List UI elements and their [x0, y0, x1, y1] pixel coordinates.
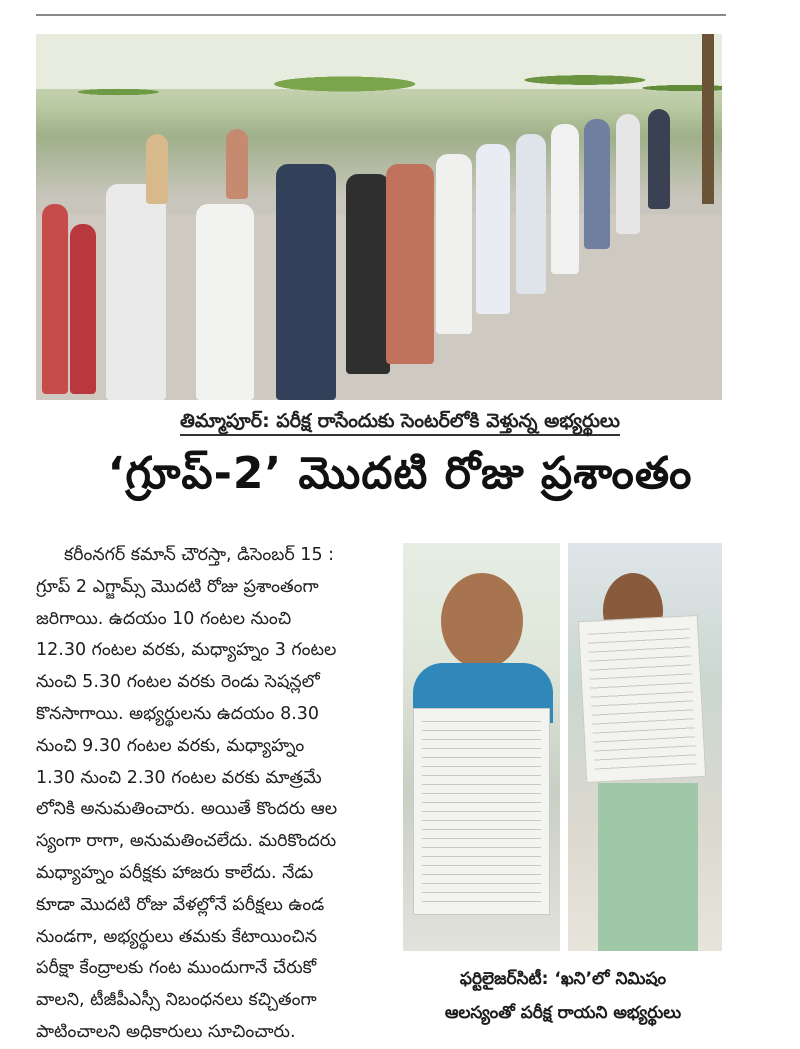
- body-line: లోనికి అనుమతించారు. అయితే కొందరు ఆల: [36, 799, 338, 820]
- body-line: వాలని, టీజీపీఎస్సీ నిబంధనలు కచ్చితంగా: [36, 990, 317, 1011]
- body-line: నుంచి 5.30 గంటల వరకు రెండు సెషన్లలో: [36, 672, 320, 693]
- body-line: 12.30 గంటల వరకు, మధ్యాహ్నం 3 గంటల: [36, 640, 337, 661]
- top-rule: [36, 14, 726, 16]
- side-caption-line: ఫర్టిలైజర్‌సిటీ: ‘ఖని’లో నిమిషం: [459, 969, 667, 989]
- body-line: పాటించాలని అధికారులు సూచించారు.: [36, 1021, 296, 1042]
- body-line: కూడా మొదటి రోజు వేళల్లోనే పరీక్షలు ఉండ: [36, 894, 325, 915]
- crowd-photo: [36, 34, 722, 400]
- photo-caption: [0, 410, 800, 437]
- body-line: పరీక్షా కేంద్రాలకు గంట ముందుగానే చేరుకో: [36, 958, 317, 979]
- body-line: కొనసాగాయి. అభ్యర్థులను ఉదయం 8.30: [36, 703, 320, 724]
- side-caption-line: ఆలస్యంతో పరీక్ష రాయని అభ్యర్థులు: [444, 1003, 682, 1023]
- candidate-photo-woman: [403, 543, 560, 951]
- photo-caption-text: తిమ్మాపూర్‌: పరీక్ష రాసేందుకు సెంటర్‌లోకి వెళ్తున్న అభ్యర్థులు: [180, 410, 620, 436]
- article-body: [36, 540, 396, 1049]
- body-line: స్యంగా రాగా, అనుమతించలేదు. మరికొందరు: [36, 831, 337, 852]
- candidate-photo-girl: [568, 543, 722, 951]
- body-line: కరీంనగర్‌ కమాన్‌ చౌరస్తా, డిసెంబర్‌ 15 :: [64, 545, 335, 565]
- body-line: జరిగాయి. ఉదయం 10 గంటల నుంచి: [36, 608, 292, 629]
- side-photo-caption: [403, 962, 723, 1030]
- body-line: నుంచి 9.30 గంటల వరకు, మధ్యాహ్నం: [36, 735, 305, 756]
- body-line: నుండగా, అభ్యర్థులు తమకు కేటాయించిన: [36, 926, 318, 947]
- body-line: మధ్యాహ్నం పరీక్షకు హాజరు కాలేదు. నేడు: [36, 862, 314, 883]
- body-line: గ్రూప్‌ 2 ఎగ్జామ్స్‌ మొదటి రోజు ప్రశాంతంగా: [36, 576, 319, 597]
- body-line: 1.30 నుంచి 2.30 గంటల వరకు మాత్రమే: [36, 767, 322, 788]
- headline: ‘గ్రూప్‌-2’ మొదటి రోజు ప్రశాంతం: [107, 448, 693, 499]
